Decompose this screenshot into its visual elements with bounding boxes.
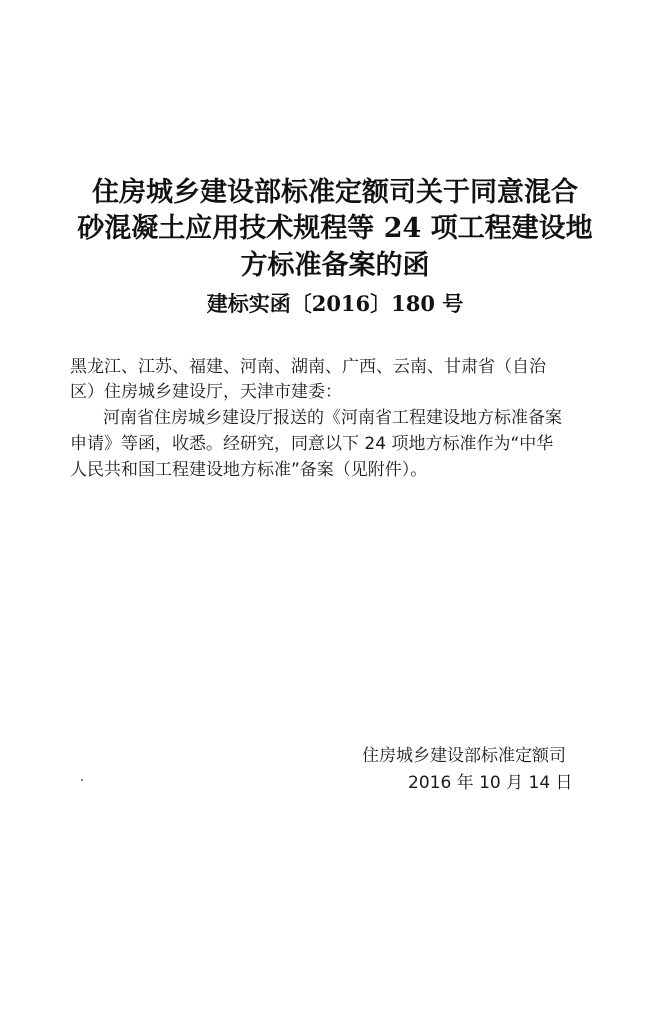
body-paragraph-line-1: 河南省住房城乡建设厅报送的《河南省工程建设地方标准备案 (103, 408, 562, 428)
body-paragraph-line-2: 申请》等函，收悉。经研究，同意以下 24 项地方标准作为“中华 (70, 434, 554, 454)
document-title-line-1: 住房城乡建设部标准定额司关于同意混合 (92, 177, 578, 208)
signature-issuer: 住房城乡建设部标准定额司 (362, 746, 566, 766)
recipients-line-2: 区）住房城乡建设厅，天津市建委： (70, 382, 342, 402)
document-number: 建标实函〔2016〕180 号 (206, 291, 464, 316)
document-title-line-2: 砂混凝土应用技术规程等 24 项工程建设地 (77, 213, 593, 244)
signature-date: 2016 年 10 月 14 日 (408, 773, 573, 793)
body-paragraph-line-3: 人民共和国工程建设地方标准”备案（见附件）。 (70, 460, 428, 480)
document-title-line-3: 方标准备案的函 (240, 250, 430, 281)
recipients-line-1: 黑龙江、江苏、福建、河南、湖南、广西、云南、甘肃省（自治 (70, 357, 546, 377)
scan-speck (81, 779, 83, 781)
